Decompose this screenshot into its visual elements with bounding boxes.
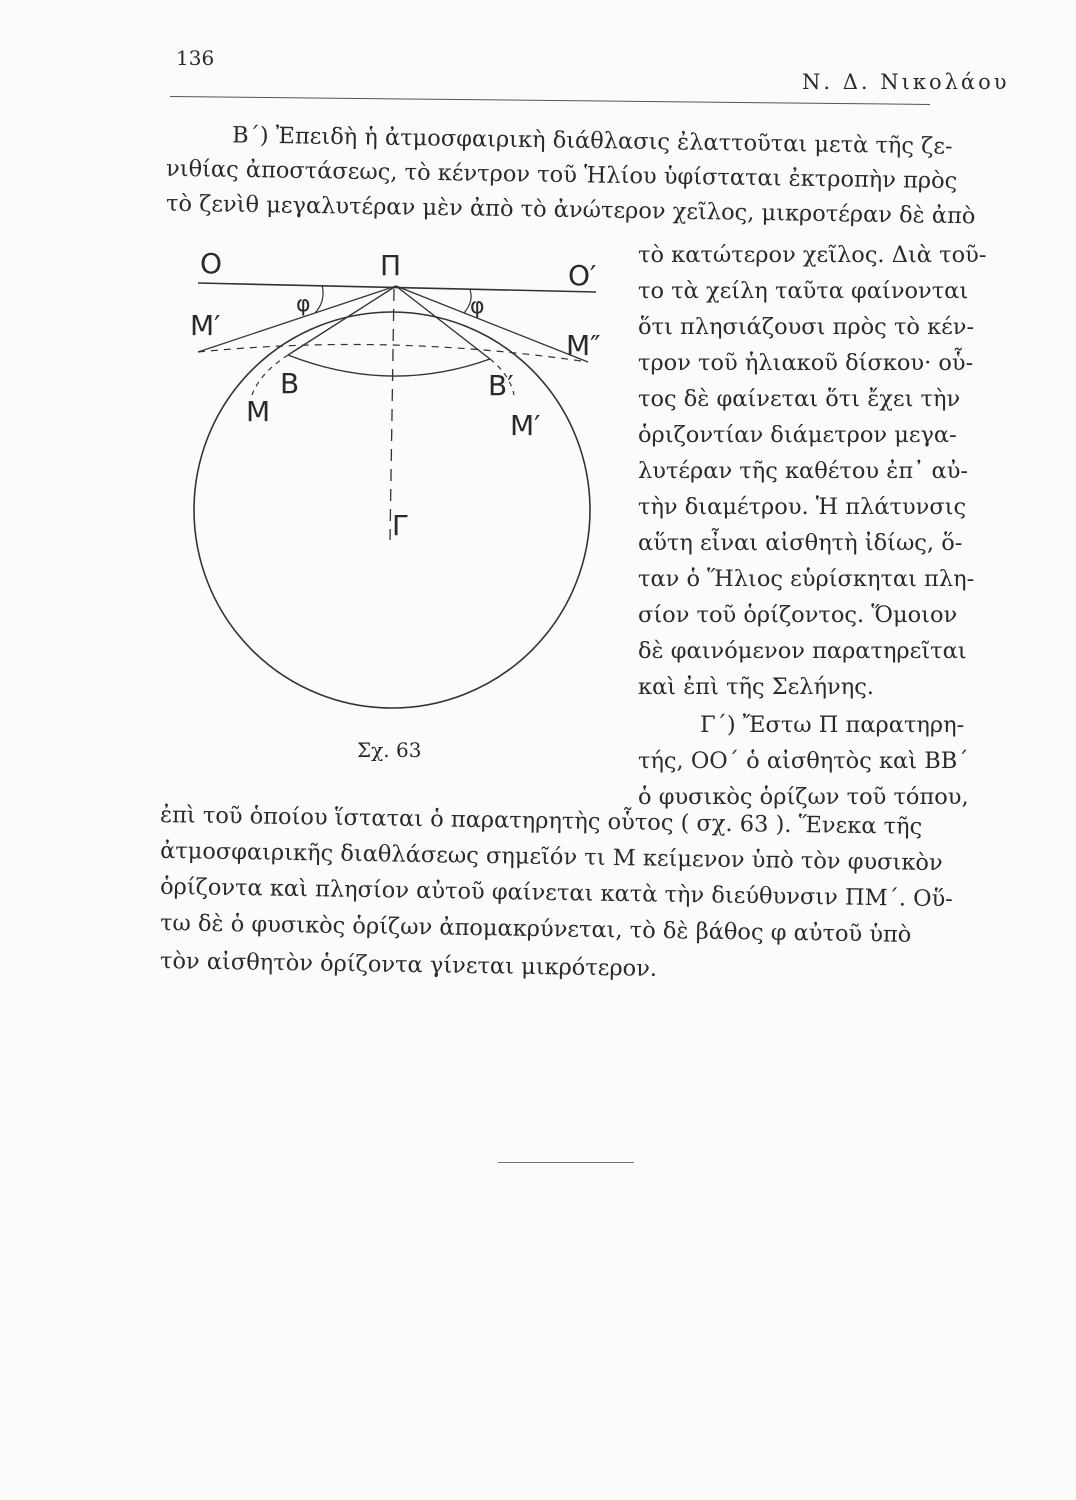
angle-arc-left bbox=[315, 285, 323, 313]
figure-63-diagram bbox=[180, 245, 620, 725]
text-line: Γ΄) Ἔστω Π παρατηρη- bbox=[700, 712, 965, 738]
text-line: τὸ κατώτερον χεῖλος. Διὰ τοῦ- bbox=[638, 242, 987, 268]
text-line: τής, ΟΟ΄ ὁ αἰσθητὸς καὶ ΒΒ΄ bbox=[638, 748, 969, 774]
ray-pm-double-prime bbox=[396, 286, 588, 362]
label-O-prime: O′ bbox=[568, 259, 597, 292]
text-line: δὲ φαινόμενον παρατηρεῖται bbox=[638, 638, 967, 664]
text-line: τος δὲ φαίνεται ὅτι ἔχει τὴν bbox=[638, 386, 961, 412]
label-B: B bbox=[280, 367, 300, 400]
text-line: Β΄) Ἐπειδὴ ἡ ἀτμοσφαιρικὴ διάθλασις ἐλαττοῦται μετὰ τῆς ζε- bbox=[231, 122, 953, 160]
text-line: λυτέραν τῆς καθέτου ἐπ᾽ αὐ- bbox=[638, 458, 968, 484]
text-line: νιθίας ἀποστάσεως, τὸ κέντρον τοῦ Ἡλίου ὑφίσταται ἐκτροπὴν πρὸς bbox=[165, 155, 958, 195]
text-line: καὶ ἐπὶ τῆς Σελήνης. bbox=[638, 674, 874, 700]
text-line: αὕτη εἶναι αἰσθητὴ ἰδίως, ὅ- bbox=[638, 530, 963, 556]
label-B-prime: B′ bbox=[488, 369, 514, 402]
text-line: ὅτι πλησιάζουσι πρὸς τὸ κέν- bbox=[638, 314, 975, 340]
running-head: Ν. Δ. Νικολάου bbox=[802, 70, 1010, 94]
figure-caption: Σχ. 63 bbox=[357, 738, 422, 762]
text-line: τὸ ζενὶθ μεγαλυτέραν μὲν ἀπὸ τὸ ἀνώτερον χεῖλος, μικροτέραν δὲ ἀπὸ bbox=[165, 190, 976, 230]
label-M-prime-left: M′ bbox=[190, 309, 221, 342]
label-G: Γ bbox=[392, 509, 408, 542]
text-line: σίον τοῦ ὁρίζοντος. Ὅμοιον bbox=[638, 602, 958, 628]
text-line: ἐπὶ τοῦ ὁποίου ἵσταται ὁ παρατηρητὴς οὗτος ( σχ. 63 ). Ἕνεκα τῆς bbox=[159, 802, 923, 840]
text-line: τὴν διαμέτρου. Ἡ πλάτυνσις bbox=[638, 494, 967, 520]
label-M-double-prime: M″ bbox=[566, 329, 601, 362]
text-line: ὁ φυσικὸς ὁρίζων τοῦ τόπου, bbox=[638, 784, 969, 810]
vertical-dashed-line bbox=[390, 289, 394, 540]
bottom-rule bbox=[498, 1162, 634, 1163]
label-phi-left: φ bbox=[296, 292, 311, 317]
page-number: 136 bbox=[176, 46, 215, 70]
label-M: M bbox=[246, 395, 271, 428]
label-M-prime-right: M′ bbox=[510, 409, 541, 442]
label-O: O bbox=[200, 247, 223, 280]
header-rule bbox=[170, 96, 930, 105]
label-phi-right: φ bbox=[470, 294, 485, 319]
text-line: ὁριζοντίαν διάμετρον μεγα- bbox=[638, 422, 957, 448]
text-line: το τὰ χείλη ταῦτα φαίνονται bbox=[638, 278, 969, 304]
text-line: ταν ὁ Ἥλιος εὑρίσκηται πλη- bbox=[638, 566, 975, 592]
apparent-arc bbox=[288, 355, 490, 376]
text-line: τω δὲ ὁ φυσικὸς ὁρίζων ἀπομακρύνεται, τὸ δὲ βάθος φ αὐτοῦ ὑπὸ bbox=[159, 910, 912, 948]
text-line: ὁρίζοντα καὶ πλησίον αὐτοῦ φαίνεται κατὰ τὴν διεύθυνσιν ΠΜ΄. Οὕ- bbox=[159, 873, 954, 913]
text-line: τρον τοῦ ἡλιακοῦ δίσκου· οὗ- bbox=[638, 350, 974, 376]
text-line: τὸν αἰσθητὸν ὁρίζοντα γίνεται μικρότερον. bbox=[159, 948, 658, 982]
text-line: ἀτμοσφαιρικῆς διαθλάσεως σημεῖόν τι Μ κείμενον ὑπὸ τὸν φυσικὸν bbox=[159, 837, 943, 877]
label-P: Π bbox=[380, 249, 402, 282]
